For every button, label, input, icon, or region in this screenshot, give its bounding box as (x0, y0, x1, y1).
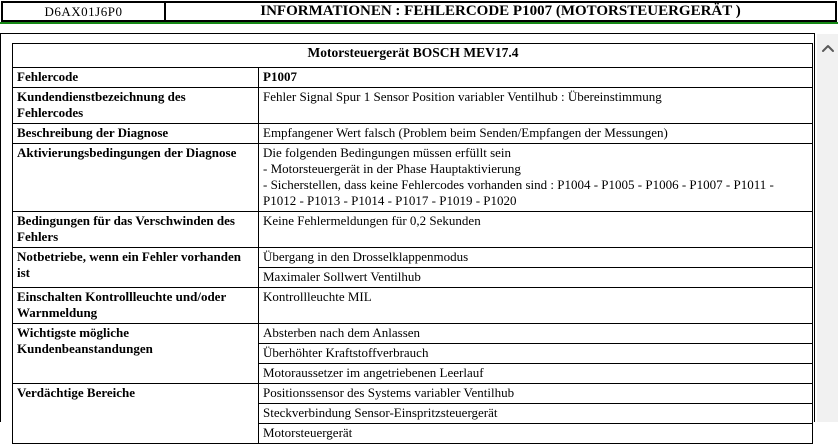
value-line: Empfangener Wert falsch (Problem beim Senden/Empfangen der Messungen) (263, 125, 668, 140)
value-line: Motorsteuergerät (263, 425, 353, 440)
row-value (259, 144, 813, 212)
value-line: Steckverbindung Sensor-Einspritzsteuergerät (263, 405, 498, 420)
value-line: Absterben nach dem Anlassen (263, 325, 421, 340)
table-row (13, 248, 813, 268)
row-label: Kundendienstbezeichnung des Fehlercodes (13, 88, 259, 124)
value-line: Fehler Signal Spur 1 Sensor Position variabler Ventilhub : Übereinstimmung (263, 89, 662, 104)
row-value (259, 68, 813, 88)
row-label: Aktivierungsbedingungen der Diagnose (13, 144, 259, 212)
table-row (13, 288, 813, 324)
value-line: Die folgenden Bedingungen müssen erfüllt sein (263, 145, 512, 160)
chevron-up-icon (821, 44, 835, 53)
table-row (13, 88, 813, 124)
vertical-scrollbar[interactable] (817, 34, 838, 422)
scroll-up-button[interactable] (817, 37, 838, 59)
value-line: Kontrollleuchte MIL (263, 289, 372, 304)
content-panel (0, 33, 815, 440)
row-label: Notbetriebe, wenn ein Fehler vorhanden ist (13, 248, 259, 288)
value-line: Überhöhter Kraftstoffverbrauch (263, 345, 429, 360)
row-label: Wichtigste mögliche Kundenbeanstandungen (13, 324, 259, 384)
row-value (259, 212, 813, 248)
header-bar (1, 1, 837, 22)
row-value (259, 88, 813, 124)
table-title: Motorsteuergerät BOSCH MEV17.4 (13, 44, 813, 68)
row-value (259, 384, 813, 404)
row-value (259, 364, 813, 384)
table-row (13, 68, 813, 88)
value-line: - Motorsteuergerät in der Phase Hauptaktivierung (263, 161, 521, 176)
value-line: Übergang in den Drosselklappenmodus (263, 249, 469, 264)
value-line: Motoraussetzer im angetriebenen Leerlauf (263, 365, 484, 380)
value-line: Maximaler Sollwert Ventilhub (263, 269, 421, 284)
row-label: Bedingungen für das Verschwinden des Fehlers (13, 212, 259, 248)
row-value (259, 268, 813, 288)
row-value (259, 248, 813, 268)
row-label: Beschreibung der Diagnose (13, 124, 259, 144)
value-line: - Sicherstellen, dass keine Fehlercodes vorhanden sind : P1004 - P1005 - P1006 - P1007 - P1011 - P1012 - P1013 - P1014 - P1017 - P1019 - P1020 (263, 177, 774, 208)
page-title: INFORMATIONEN : FEHLERCODE P1007 (MOTORSTEUERGERÄT ) (260, 3, 741, 19)
value-line: Positionssensor des Systems variabler Ventilhub (263, 385, 515, 400)
value-line: Keine Fehlermeldungen für 0,2 Sekunden (263, 213, 481, 228)
accent-divider (0, 22, 838, 24)
value-line: P1007 (263, 69, 297, 84)
table-row (13, 384, 813, 404)
row-value (259, 424, 813, 444)
table-title-row (13, 44, 813, 68)
row-value (259, 124, 813, 144)
table-row (13, 124, 813, 144)
table-row (13, 212, 813, 248)
row-label: Verdächtige Bereiche (13, 384, 259, 444)
document-code: D6AX01J6P0 (3, 3, 166, 20)
table-row (13, 144, 813, 212)
row-value (259, 404, 813, 424)
fault-code-table (12, 43, 813, 444)
row-value (259, 288, 813, 324)
fault-table-body (13, 68, 813, 444)
row-value (259, 344, 813, 364)
table-row (13, 324, 813, 344)
row-value (259, 324, 813, 344)
row-label: Einschalten Kontrollleuchte und/oder Warnmeldung (13, 288, 259, 324)
row-label: Fehlercode (13, 68, 259, 88)
